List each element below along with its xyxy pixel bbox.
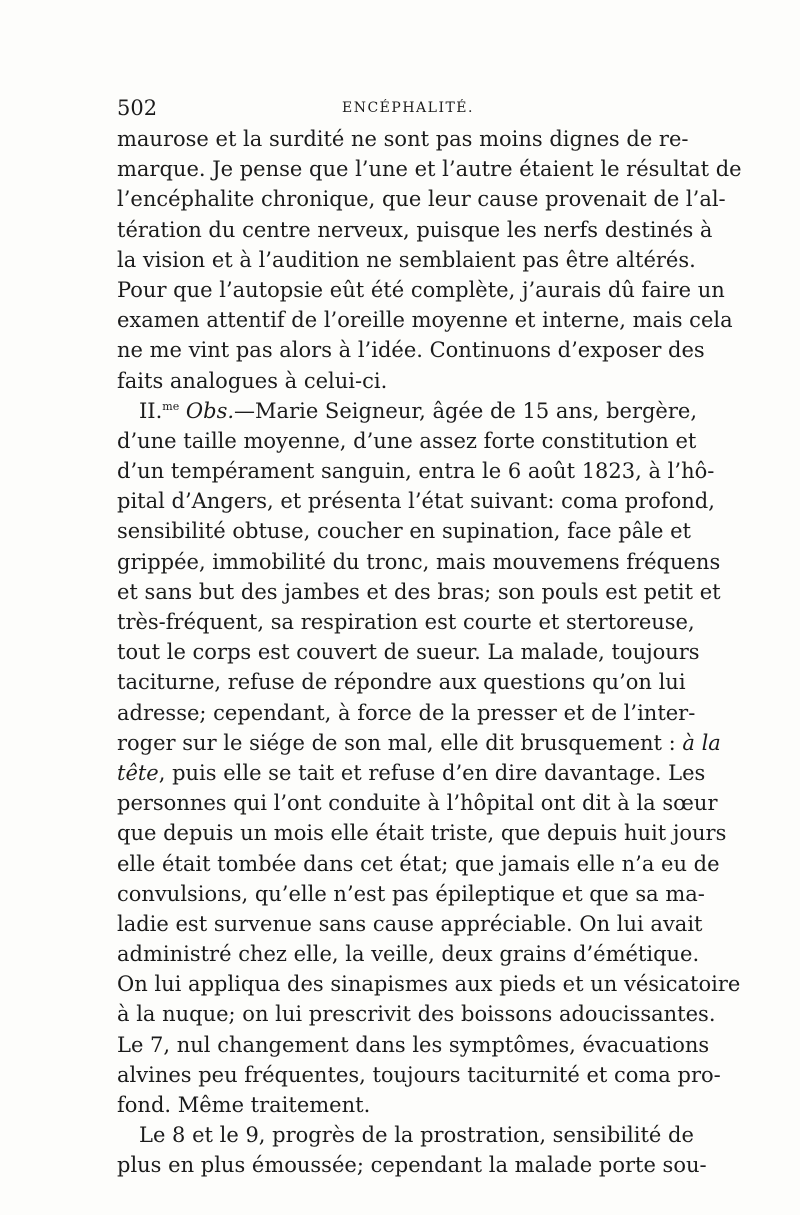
text-line: alvines peu fréquentes, toujours taciturnité et coma pro- xyxy=(117,1062,721,1087)
text-line: tération du centre nerveux, puisque les nerfs destinés à xyxy=(117,217,713,242)
text-line: à la nuque; on lui prescrivit des boissons adoucissantes. xyxy=(117,1002,716,1027)
running-header xyxy=(117,96,677,122)
text-line-with-emphasis xyxy=(117,728,721,758)
text-line: que depuis un mois elle était triste, que depuis huit jours xyxy=(117,821,727,846)
text-line: taciturne, refuse de répondre aux questions qu’on lui xyxy=(117,670,686,695)
text-line: plus en plus émoussée; cependant la malade porte sou- xyxy=(117,1153,707,1178)
page-number: 502 xyxy=(117,96,158,120)
observation-intro: —Marie Seigneur, âgée de 15 ans, bergère, xyxy=(234,398,697,423)
emphasized-phrase: à la xyxy=(682,730,721,755)
observation-number: II. xyxy=(139,398,163,423)
text-line: pital d’Angers, et présenta l’état suivant: coma profond, xyxy=(117,489,715,514)
observation-number-suffix: me xyxy=(162,399,180,413)
text-line: elle était tombée dans cet état; que jamais elle n’a eu de xyxy=(117,851,720,876)
text-line: convulsions, qu’elle n’est pas épileptique et que sa ma- xyxy=(117,881,705,906)
text-line: tête, puis elle se tait et refuse d’en dire davantage. Les xyxy=(117,760,706,785)
text-line: Le 8 et le 9, progrès de la prostration, sensibilité de xyxy=(139,1123,694,1148)
observation-label: Obs. xyxy=(185,398,235,423)
text-line: tout le corps est couvert de sueur. La malade, toujours xyxy=(117,640,700,665)
text-line: examen attentif de l’oreille moyenne et interne, mais cela xyxy=(117,308,733,333)
text-line: Pour que l’autopsie eût été complète, j’aurais dû faire un xyxy=(117,277,725,302)
text-line: Le 7, nul changement dans les symptômes, évacuations xyxy=(117,1032,710,1057)
text-line: ne me vint pas alors à l’idée. Continuons d’exposer des xyxy=(117,338,705,363)
body-text xyxy=(117,124,742,1181)
text-line: personnes qui l’ont conduite à l’hôpital ont dit à la sœur xyxy=(117,791,718,816)
text-line: fond. Même traitement. xyxy=(117,1093,371,1117)
running-title: ENCÉPHALITÉ. xyxy=(342,100,474,116)
text-line: l’encéphalite chronique, que leur cause provenait de l’al- xyxy=(117,187,726,212)
text-line: marque. Je pense que l’une et l’autre étaient le résultat de xyxy=(117,157,742,182)
text-line: maurose et la surdité ne sont pas moins dignes de re- xyxy=(117,127,689,151)
observation-heading-line xyxy=(117,396,697,426)
text-line: administré chez elle, la veille, deux grains d’émétique. xyxy=(117,942,700,967)
text-segment: roger sur le siége de son mal, elle dit brusquement : xyxy=(117,730,683,755)
text-line: très-fréquent, sa respiration est courte et stertoreuse, xyxy=(117,610,695,634)
text-line: On lui appliqua des sinapismes aux pieds et un vésicatoire xyxy=(117,972,741,997)
text-line: grippée, immobilité du tronc, mais mouvemens fréquens xyxy=(117,549,721,574)
text-line: d’une taille moyenne, d’une assez forte constitution et xyxy=(117,428,697,453)
text-line: ladie est survenue sans cause appréciable. On lui avait xyxy=(117,911,703,936)
text-line: sensibilité obtuse, coucher en supination, face pâle et xyxy=(117,519,691,544)
text-line: la vision et à l’audition ne semblaient pas être altérés. xyxy=(117,247,696,272)
text-line: faits analogues à celui-ci. xyxy=(117,368,388,393)
text-line: adresse; cependant, à force de la presser et de l’inter- xyxy=(117,700,696,725)
text-line: et sans but des jambes et des bras; son pouls est petit et xyxy=(117,579,721,604)
text-line: d’un tempérament sanguin, entra le 6 août 1823, à l’hô- xyxy=(117,459,715,484)
emphasized-word: tête xyxy=(117,760,159,785)
